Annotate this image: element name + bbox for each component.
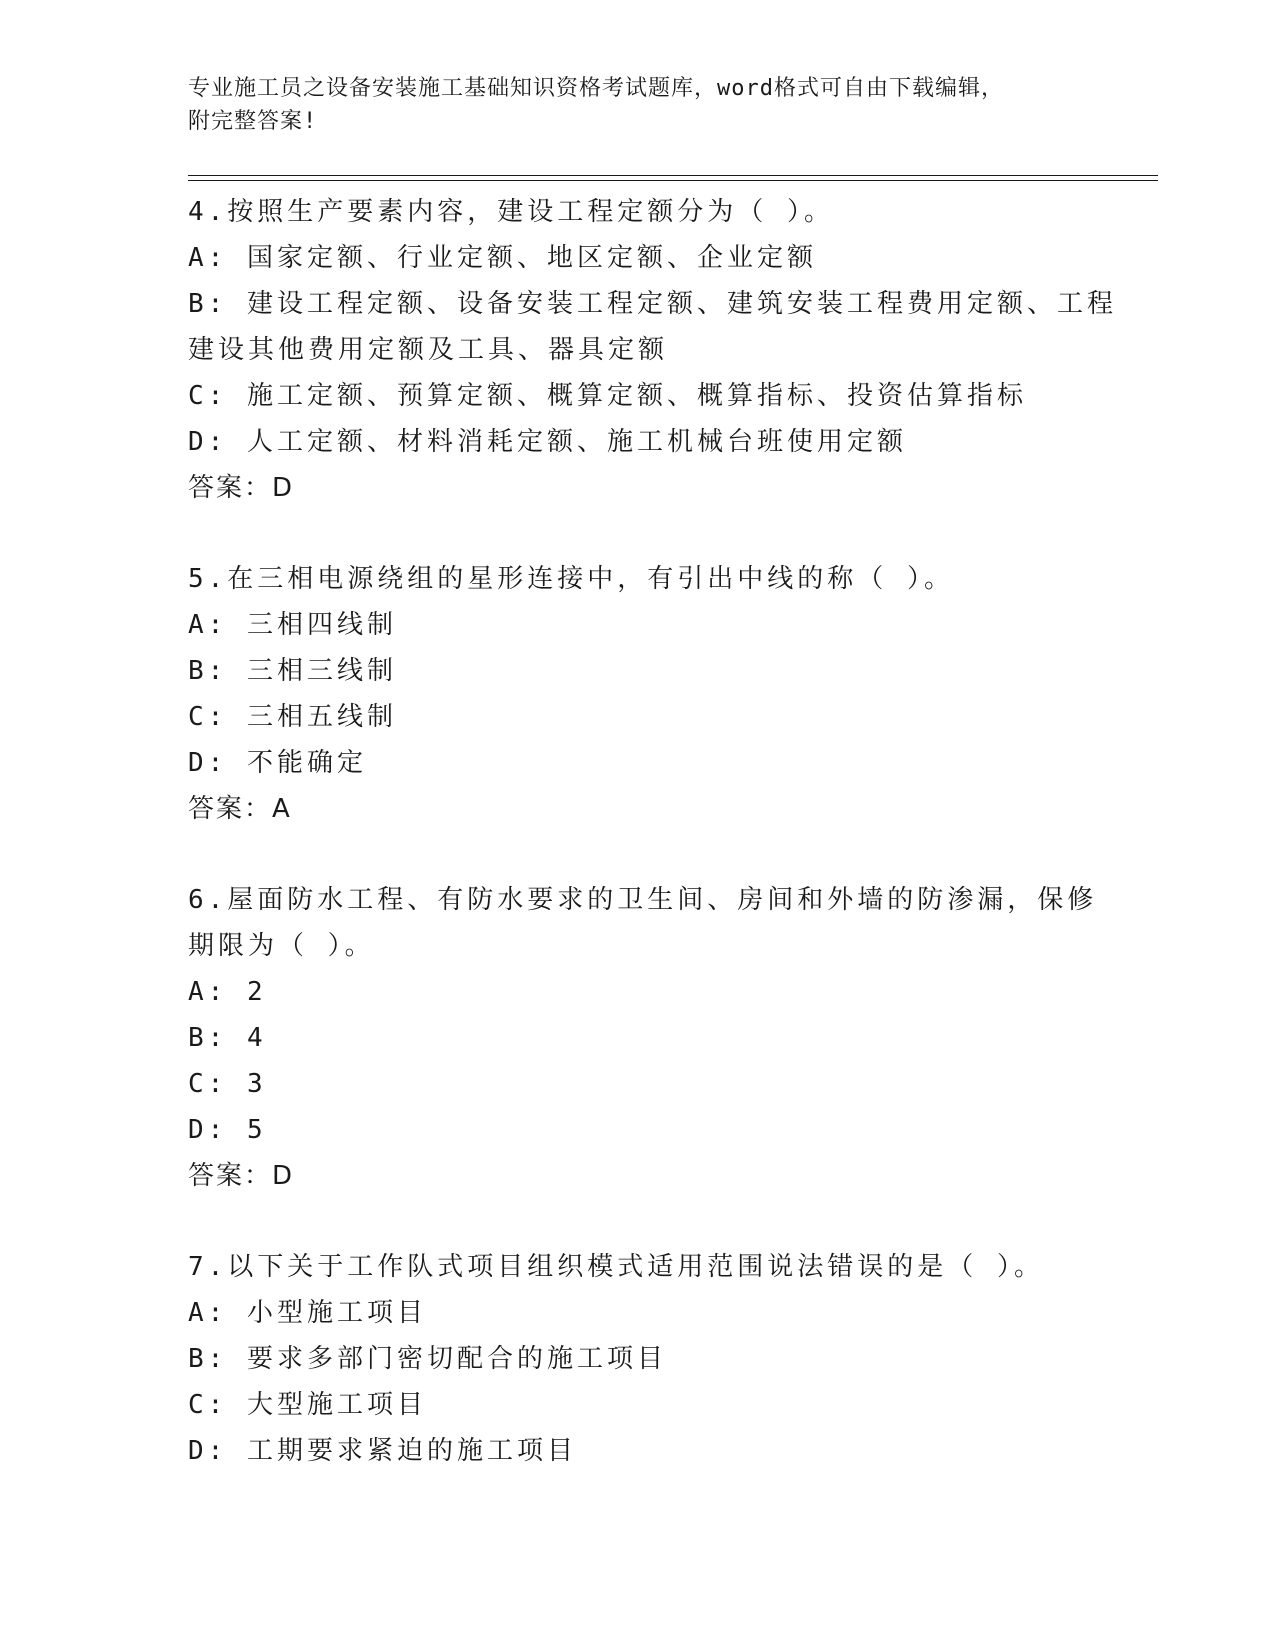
spacer bbox=[188, 1199, 1158, 1244]
option-c: C: 大型施工项目 bbox=[188, 1390, 427, 1420]
question-7 bbox=[188, 1244, 1158, 1474]
option-a: A: 国家定额、行业定额、地区定额、企业定额 bbox=[188, 243, 817, 273]
question-stem: 4.按照生产要素内容，建设工程定额分为（ ）。 bbox=[188, 197, 834, 227]
spacer bbox=[188, 511, 1158, 556]
option-b: B: 要求多部门密切配合的施工项目 bbox=[188, 1344, 667, 1374]
option-d: D: 不能确定 bbox=[188, 748, 367, 778]
option-d: D: 5 bbox=[188, 1115, 267, 1145]
option-b: B: 4 bbox=[188, 1023, 267, 1053]
header-divider bbox=[188, 175, 1158, 181]
question-6 bbox=[188, 877, 1158, 1199]
option-b: B: 三相三线制 bbox=[188, 656, 397, 686]
header-line-1: 专业施工员之设备安装施工基础知识资格考试题库，word格式可自由下载编辑， bbox=[188, 76, 1004, 101]
option-a: A: 2 bbox=[188, 977, 267, 1007]
option-a: A: 小型施工项目 bbox=[188, 1298, 427, 1328]
option-b-continued: 建设其他费用定额及工具、器具定额 bbox=[188, 335, 669, 365]
spacer bbox=[188, 832, 1158, 877]
question-stem: 6.屋面防水工程、有防水要求的卫生间、房间和外墙的防渗漏，保修 bbox=[188, 885, 1098, 915]
question-stem: 7.以下关于工作队式项目组织模式适用范围说法错误的是（ ）。 bbox=[188, 1252, 1044, 1282]
option-a: A: 三相四线制 bbox=[188, 610, 397, 640]
option-b: B: 建设工程定额、设备安装工程定额、建筑安装工程费用定额、工程 bbox=[188, 289, 1117, 319]
option-d: D: 人工定额、材料消耗定额、施工机械台班使用定额 bbox=[188, 427, 907, 457]
question-4 bbox=[188, 189, 1158, 511]
answer: 答案：D bbox=[188, 473, 295, 503]
option-d: D: 工期要求紧迫的施工项目 bbox=[188, 1436, 577, 1466]
option-c: C: 施工定额、预算定额、概算定额、概算指标、投资估算指标 bbox=[188, 381, 1027, 411]
answer: 答案：A bbox=[188, 794, 292, 824]
answer: 答案：D bbox=[188, 1161, 295, 1191]
header-line-2: 附完整答案! bbox=[188, 109, 318, 134]
option-c: C: 3 bbox=[188, 1069, 267, 1099]
option-c: C: 三相五线制 bbox=[188, 702, 397, 732]
document-page bbox=[188, 72, 1158, 1474]
question-stem: 5.在三相电源绕组的星形连接中，有引出中线的称（ ）。 bbox=[188, 564, 954, 594]
question-5 bbox=[188, 556, 1158, 832]
question-stem-continued: 期限为（ ）。 bbox=[188, 931, 375, 961]
